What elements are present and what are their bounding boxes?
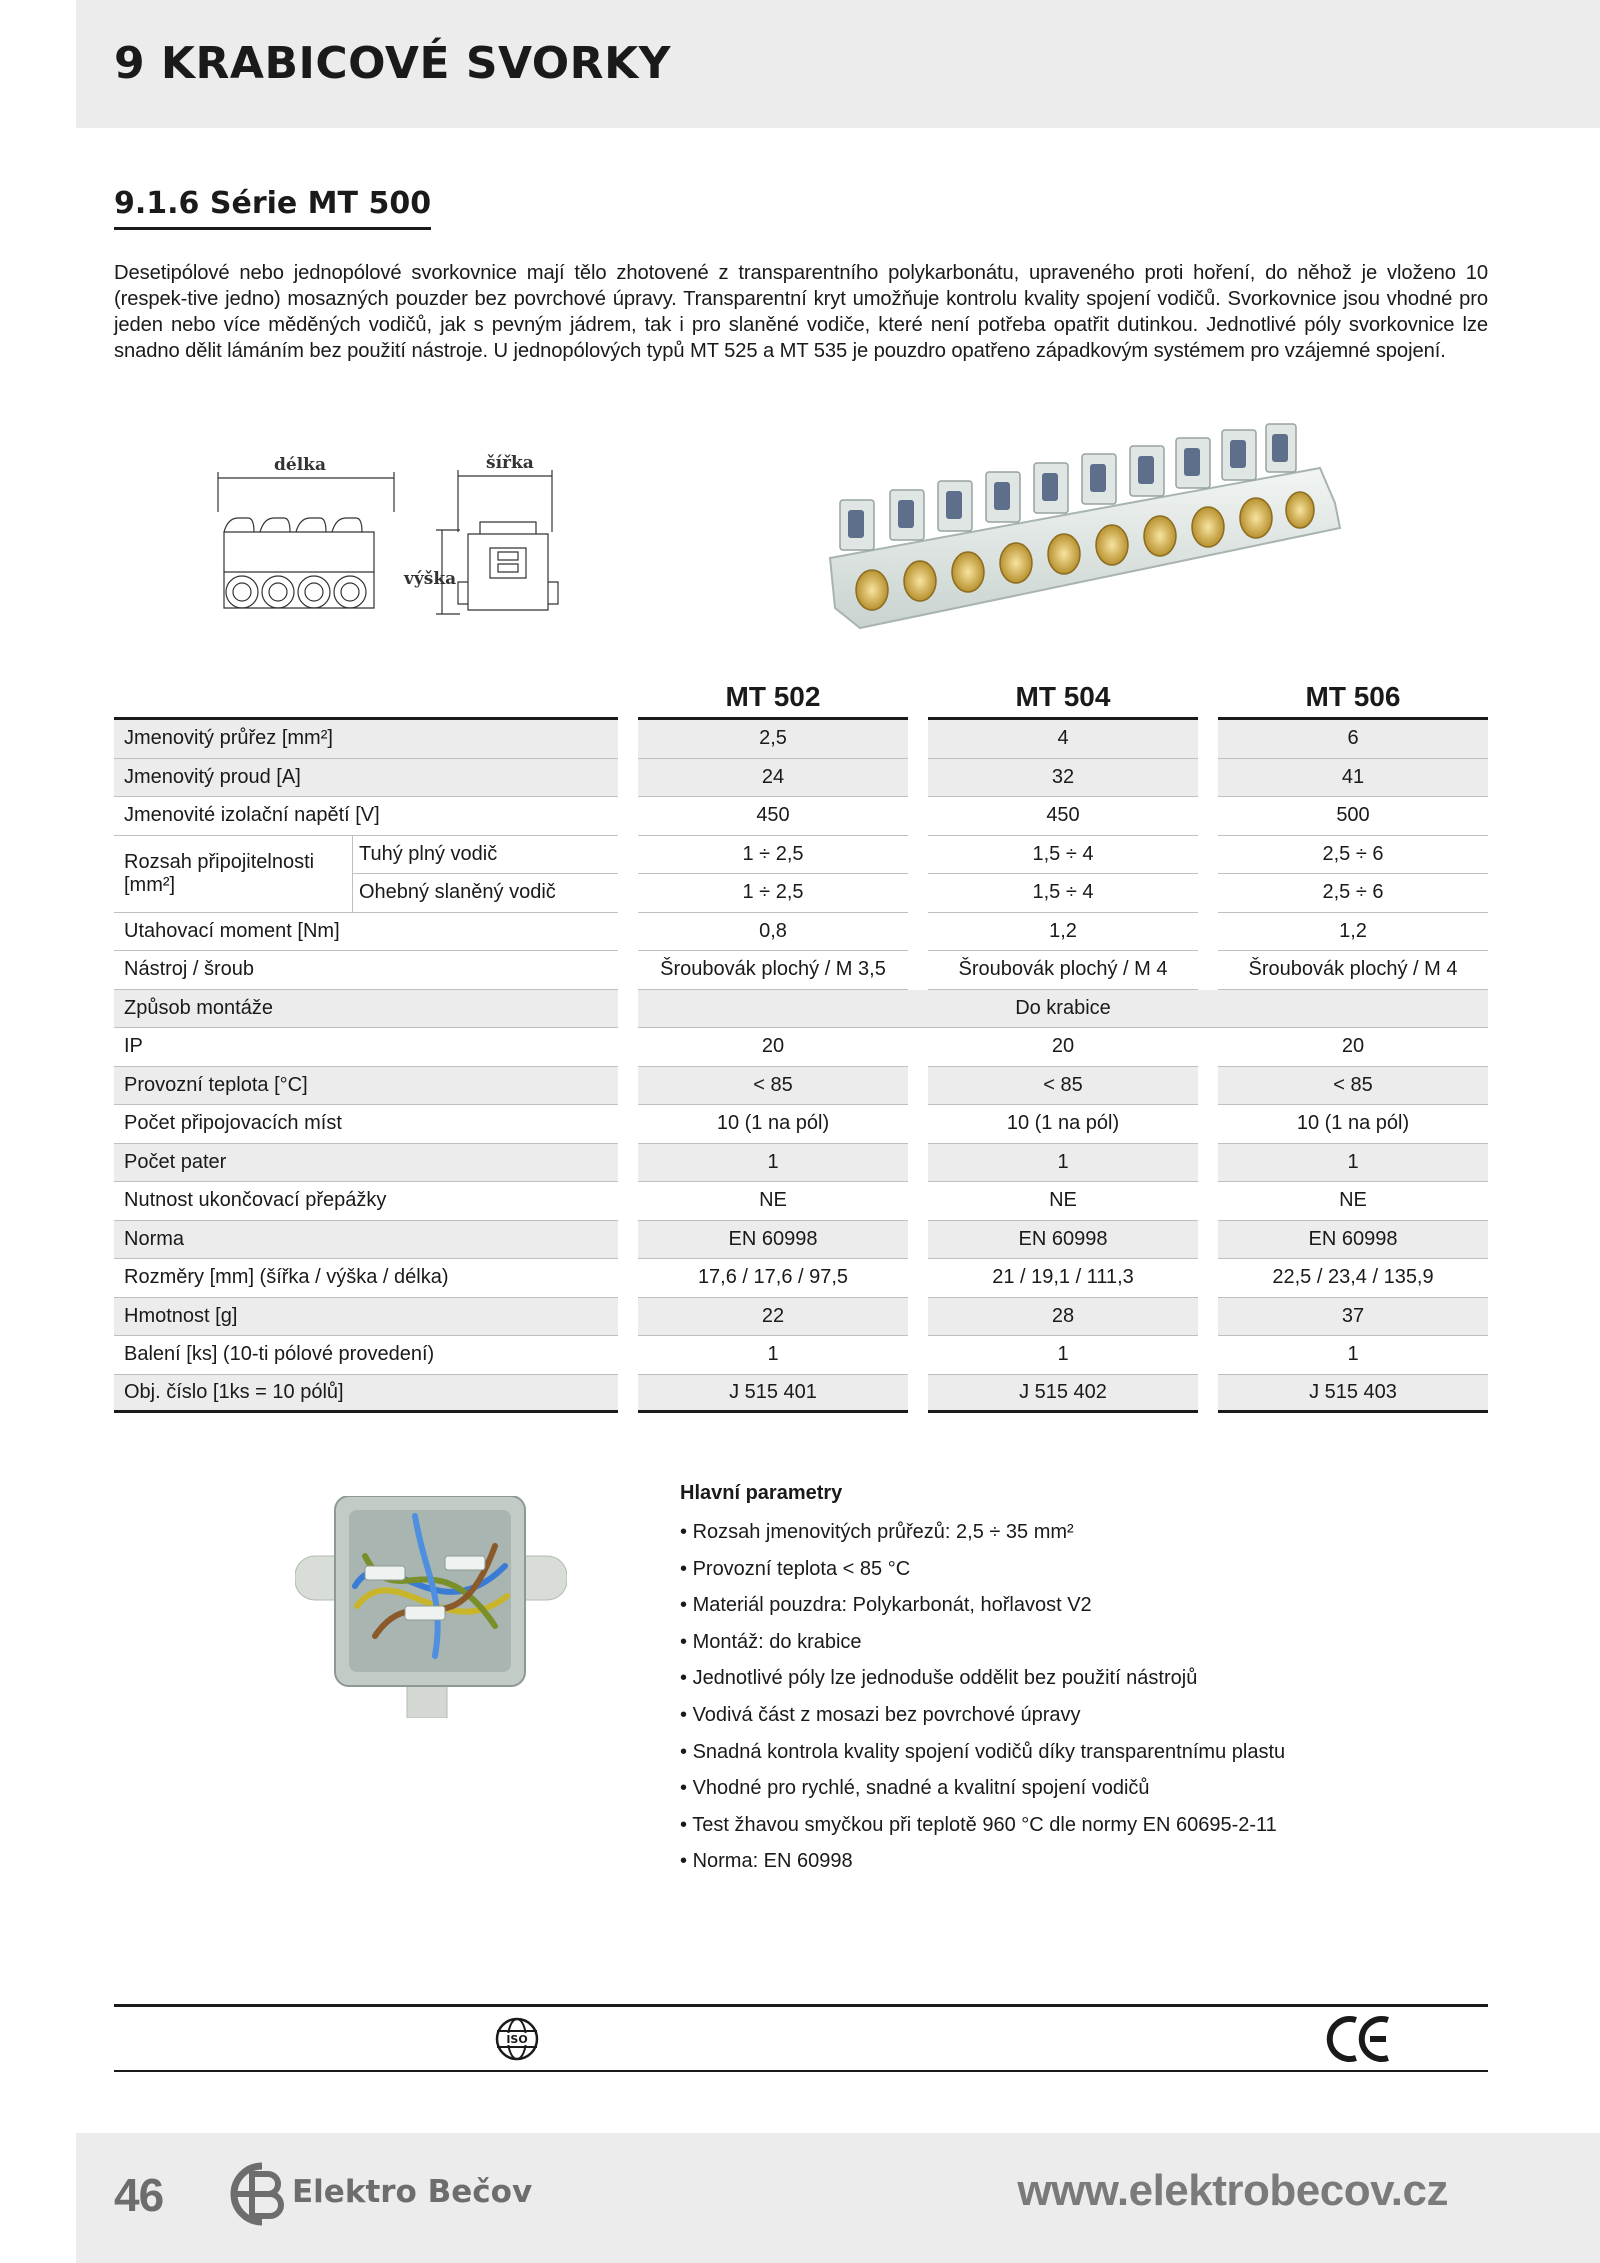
dimension-drawing (214, 452, 574, 632)
cell-value: Šroubovák plochý / M 3,5 (638, 951, 908, 990)
list-item: • Vodivá část z mosazi bez povrchové úpravy (680, 1697, 1500, 1734)
list-item: • Test žhavou smyčkou při teplotě 960 °C dle normy EN 60695-2-11 (680, 1807, 1500, 1844)
cell-value: 10 (1 na pól) (928, 1105, 1198, 1144)
cell-value: < 85 (638, 1067, 908, 1106)
cell-value: EN 60998 (928, 1221, 1198, 1260)
table-header-row (114, 680, 1488, 720)
elektro-becov-logo (226, 2160, 556, 2230)
row-sublabel: Tuhý plný vodič (352, 836, 618, 875)
table-row (114, 720, 1488, 759)
table-row (114, 990, 1488, 1029)
cell-value: 450 (638, 797, 908, 836)
table-row (114, 1259, 1488, 1298)
ce-mark-icon (1326, 2014, 1394, 2064)
cell-value: 1 ÷ 2,5 (638, 836, 908, 875)
cell-value: 1,2 (928, 913, 1198, 952)
height-label: výška (404, 569, 457, 589)
list-item: • Snadná kontrola kvality spojení vodičů díky transparentnímu plastu (680, 1734, 1500, 1771)
cell-value: 1 (1218, 1336, 1488, 1375)
row-label: Balení [ks] (10-ti pólové provedení) (114, 1336, 618, 1375)
cell-value: 41 (1218, 759, 1488, 798)
main-parameters (680, 1482, 1500, 1880)
cell-value: 22,5 / 23,4 / 135,9 (1218, 1259, 1488, 1298)
cell-value: 20 (638, 1028, 908, 1067)
cell-value: 1 (638, 1336, 908, 1375)
cell-value: 24 (638, 759, 908, 798)
cell-value: 1,2 (1218, 913, 1488, 952)
cell-value: 1 (638, 1144, 908, 1183)
length-label: délka (274, 455, 326, 475)
list-item: • Provozní teplota < 85 °C (680, 1551, 1500, 1588)
footer-rule-bottom (114, 2070, 1488, 2072)
row-label: Rozměry [mm] (šířka / výška / délka) (114, 1259, 618, 1298)
cell-value: 6 (1218, 720, 1488, 759)
table-header-blank (114, 680, 618, 720)
cell-value: 500 (1218, 797, 1488, 836)
cell-value: Šroubovák plochý / M 4 (1218, 951, 1488, 990)
cell-value: 37 (1218, 1298, 1488, 1337)
cell-value-merged: Do krabice (638, 990, 1488, 1029)
brand-name: Elektro Bečov (292, 2174, 533, 2210)
cell-value: 1 (1218, 1144, 1488, 1183)
cell-value: < 85 (1218, 1067, 1488, 1106)
table-row (114, 1105, 1488, 1144)
row-sublabel: Ohebný slaněný vodič (352, 874, 618, 913)
table-row (114, 1221, 1488, 1260)
table-row (114, 836, 1488, 875)
iso-label: ISO (506, 2033, 528, 2046)
cell-value: 20 (1218, 1028, 1488, 1067)
cell-value: 28 (928, 1298, 1198, 1337)
row-label: Utahovací moment [Nm] (114, 913, 618, 952)
cell-value: NE (638, 1182, 908, 1221)
cell-value: 2,5 (638, 720, 908, 759)
params-list (680, 1514, 1500, 1880)
cell-value: 1,5 ÷ 4 (928, 836, 1198, 875)
row-label: Počet pater (114, 1144, 618, 1183)
cell-value: 32 (928, 759, 1198, 798)
table-row (114, 1375, 1488, 1414)
row-label: Jmenovitý proud [A] (114, 759, 618, 798)
row-label: Rozsah připojitelnosti [mm²] (114, 836, 352, 913)
page-number: 46 (114, 2169, 164, 2221)
cell-value: EN 60998 (1218, 1221, 1488, 1260)
cell-value: 20 (928, 1028, 1198, 1067)
row-label: Nástroj / šroub (114, 951, 618, 990)
table-row (114, 1067, 1488, 1106)
table-row (114, 1144, 1488, 1183)
cell-value: NE (1218, 1182, 1488, 1221)
table-row (114, 1182, 1488, 1221)
table-row (114, 913, 1488, 952)
cell-value: 10 (1 na pól) (638, 1105, 908, 1144)
cell-value: NE (928, 1182, 1198, 1221)
iso-globe-icon (494, 2016, 540, 2062)
cell-value: 450 (928, 797, 1198, 836)
row-label: Norma (114, 1221, 618, 1260)
list-item: • Rozsah jmenovitých průřezů: 2,5 ÷ 35 mm² (680, 1514, 1500, 1551)
list-item: • Norma: EN 60998 (680, 1843, 1500, 1880)
junction-box-photo (295, 1496, 567, 1718)
logo-mark-icon (226, 2160, 288, 2230)
cell-value: J 515 401 (638, 1375, 908, 1414)
row-label: Jmenovitý průřez [mm²] (114, 720, 618, 759)
list-item: • Jednotlivé póly lze jednoduše oddělit bez použití nástrojů (680, 1660, 1500, 1697)
cell-value: J 515 402 (928, 1375, 1198, 1414)
product-photo (820, 418, 1350, 636)
row-label: Hmotnost [g] (114, 1298, 618, 1337)
row-label: Způsob montáže (114, 990, 618, 1029)
cell-value: 1,5 ÷ 4 (928, 874, 1198, 913)
table-row (114, 951, 1488, 990)
table-row (114, 759, 1488, 798)
list-item: • Materiál pouzdra: Polykarbonát, hořlavost V2 (680, 1587, 1500, 1624)
cell-value: 2,5 ÷ 6 (1218, 874, 1488, 913)
row-label: IP (114, 1028, 618, 1067)
table-row (114, 1028, 1488, 1067)
cell-value: 1 (928, 1336, 1198, 1375)
list-item: • Montáž: do krabice (680, 1624, 1500, 1661)
cell-value: EN 60998 (638, 1221, 908, 1260)
section-title: 9.1.6 Série MT 500 (114, 186, 431, 230)
row-label: Jmenovité izolační napětí [V] (114, 797, 618, 836)
cell-value: 2,5 ÷ 6 (1218, 836, 1488, 875)
cell-value: 21 / 19,1 / 111,3 (928, 1259, 1198, 1298)
website-url: www.elektrobecov.cz (1017, 2166, 1448, 2215)
cell-value: 10 (1 na pól) (1218, 1105, 1488, 1144)
footer-rule-top (114, 2004, 1488, 2007)
cell-value: 17,6 / 17,6 / 97,5 (638, 1259, 908, 1298)
table-row (114, 1336, 1488, 1375)
row-label: Provozní teplota [°C] (114, 1067, 618, 1106)
table-row (114, 797, 1488, 836)
row-label: Nutnost ukončovací přepážky (114, 1182, 618, 1221)
column-header-mt502: MT 502 (638, 680, 908, 720)
width-label: šířka (486, 453, 534, 473)
cell-value: < 85 (928, 1067, 1198, 1106)
list-item: • Vhodné pro rychlé, snadné a kvalitní spojení vodičů (680, 1770, 1500, 1807)
cell-value: 0,8 (638, 913, 908, 952)
spec-table (114, 680, 1488, 1413)
column-header-mt506: MT 506 (1218, 680, 1488, 720)
row-label: Počet připojovacích míst (114, 1105, 618, 1144)
table-row (114, 1298, 1488, 1337)
cell-value: 1 (928, 1144, 1198, 1183)
cell-value: 4 (928, 720, 1198, 759)
cell-value: 1 ÷ 2,5 (638, 874, 908, 913)
cell-value: 22 (638, 1298, 908, 1337)
params-title: Hlavní parametry (680, 1482, 843, 1504)
chapter-title: 9 KRABICOVÉ SVORKY (114, 38, 672, 89)
row-label: Obj. číslo [1ks = 10 pólů] (114, 1375, 618, 1414)
column-header-mt504: MT 504 (928, 680, 1198, 720)
cell-value: J 515 403 (1218, 1375, 1488, 1414)
cell-value: Šroubovák plochý / M 4 (928, 951, 1198, 990)
intro-paragraph: Desetipólové nebo jednopólové svorkovnice mají tělo zhotovené z transparentního polykarbonátu, upraveného proti hoření, do něhož je vloženo 10 (respek-tive jedno) mosazných pouzder bez povrchové úpravy. Transparentní kryt umožňuje kontrolu kvality spojení vodičů. Svorkovnice jsou vhodné pro jeden nebo více měděných vodičů, jak s pevným jádrem, tak i pro slaněné vodiče, které není potřeba opatřit dutinkou. Jednotlivé póly svorkovnice lze snadno dělit lámáním bez použití nástroje. U jednopólových typů MT 525 a MT 535 je pouzdro opatřeno západkovým systémem pro vzájemné spojení. (114, 262, 1488, 362)
